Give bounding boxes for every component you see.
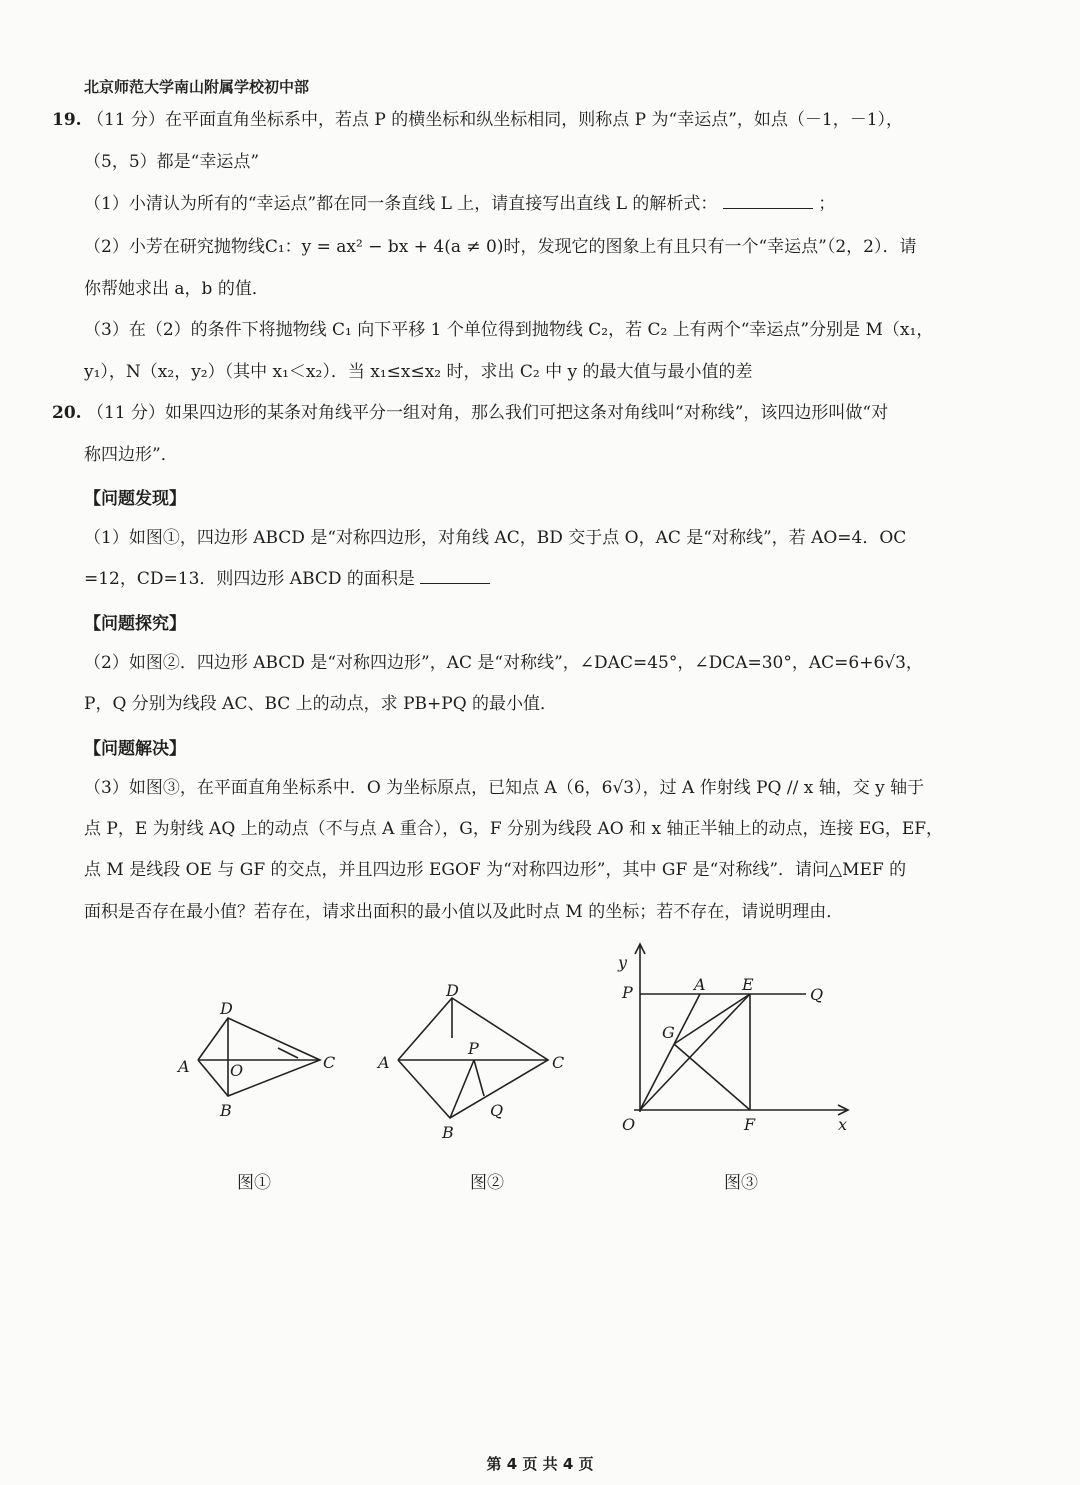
q19-part2-line2: 你帮她求出 a，b 的值．: [84, 279, 269, 299]
q20-part3-line1: （3）如图③，在平面直角坐标系中．O 为坐标原点，已知点 A（6，6√3），过 A 作射线 PQ // x 轴，交 y 轴于: [84, 778, 925, 798]
q20-part3-line3: 点 M 是线段 OE 与 GF 的交点，并且四边形 EGOF 为“对称四边形”，其中 GF 是“对称线”．请问△MEF 的: [84, 860, 907, 880]
q20-part3-line2: 点 P，E 为射线 AQ 上的动点（不与点 A 重合），G，F 分别为线段 AO 和 x 轴正半轴上的动点，连接 EG，EF，: [84, 819, 944, 839]
answer-blank: [723, 192, 813, 209]
fig3-label-x: x: [838, 1115, 848, 1134]
section-problem-exploration: 【问题探究】: [84, 614, 186, 634]
q20-part3-line4: 面积是否存在最小值？若存在，请求出面积的最小值以及此时点 M 的坐标；若不存在，请说明理由．: [84, 902, 844, 922]
fig3-segment-oe: [640, 994, 750, 1110]
fig2-label-p: P: [468, 1039, 479, 1058]
figure-3-caption: 图③: [724, 1173, 758, 1193]
fig2-label-b: B: [442, 1123, 454, 1142]
fig3-label-p: P: [622, 983, 633, 1002]
figure-1: [170, 990, 350, 1130]
fig3-label-a: A: [694, 975, 706, 994]
fig1-label-a: A: [178, 1057, 190, 1076]
school-header: 北京师范大学南山附属学校初中部: [84, 78, 310, 96]
figure-1-caption: 图①: [237, 1173, 271, 1193]
figure-2-caption: 图②: [470, 1173, 504, 1193]
q19-part1: [84, 192, 835, 216]
answer-blank: [420, 567, 490, 584]
fig3-segment-eg: [674, 994, 750, 1044]
fig1-label-o: O: [230, 1061, 244, 1080]
fig3-label-o: O: [622, 1115, 636, 1134]
q19-part1-end: ；: [818, 194, 836, 214]
q19-part1-text: （1）小清认为所有的“幸运点”都在同一条直线 L 上，请直接写出直线 L 的解析式：: [84, 194, 718, 214]
page-footer: 第 4 页 共 4 页: [486, 1455, 594, 1473]
q20-intro: （11 分）如果四边形的某条对角线平分一组对角，那么我们可把这条对角线叫“对称线”，该四边形叫做“对: [86, 403, 889, 423]
fig2-label-d: D: [446, 981, 459, 1000]
q20-part1-text: =12，CD=13．则四边形 ABCD 的面积是: [84, 569, 415, 589]
fig2-segment-pq: [474, 1060, 484, 1096]
fig2-label-c: C: [552, 1053, 565, 1072]
section-problem-discovery: 【问题发现】: [84, 489, 186, 509]
fig3-label-g: G: [662, 1023, 675, 1042]
q20-part2-line2: P，Q 分别为线段 AC、BC 上的动点，求 PB+PQ 的最小值．: [84, 694, 558, 714]
q19-intro: （11 分）在平面直角坐标系中，若点 P 的横坐标和纵坐标相同，则称点 P 为“幸运点”，如点（－1，－1），: [86, 110, 904, 130]
q19-part3-line2: y₁），N（x₂，y₂）（其中 x₁＜x₂）．当 x₁≤x≤x₂ 时，求出 C₂ 中 y 的最大值与最小值的差: [84, 362, 753, 382]
q20-line1: [52, 401, 888, 425]
fig1-label-b: B: [220, 1101, 232, 1120]
q20-part1-line2: [84, 567, 490, 591]
fig3-label-q: Q: [810, 985, 824, 1004]
q19-line2: （5，5）都是“幸运点”: [84, 152, 260, 172]
fig1-angle-mark: [278, 1048, 298, 1058]
q19-part3-line1: （3）在（2）的条件下将抛物线 C₁ 向下平移 1 个单位得到抛物线 C₂，若 C₂ 上有两个“幸运点”分别是 M（x₁，: [84, 320, 934, 340]
fig1-label-c: C: [323, 1053, 336, 1072]
q19-part2-line1: （2）小芳在研究抛物线C₁：y = ax² − bx + 4(a ≠ 0)时，发现它的图象上有且只有一个“幸运点”（2，2）．请: [84, 237, 917, 257]
q20-number: 20.: [52, 403, 82, 423]
fig3-label-e: E: [742, 975, 754, 994]
fig2-segment-pb: [450, 1060, 474, 1118]
q19-line1: [52, 108, 903, 132]
q20-part1-line1: （1）如图①，四边形 ABCD 是“对称四边形，对角线 AC，BD 交于点 O，AC 是“对称线”，若 AO=4．OC: [84, 528, 907, 548]
fig3-segment-gf: [674, 1044, 750, 1110]
q20-part2-line1: （2）如图②．四边形 ABCD 是“对称四边形”，AC 是“对称线”，∠DAC=45°，∠DCA=30°，AC=6+6√3，: [84, 653, 923, 673]
fig1-quadrilateral: [198, 1018, 320, 1096]
q19-number: 19.: [52, 110, 82, 130]
fig2-label-q: Q: [490, 1101, 504, 1120]
fig3-label-y: y: [618, 953, 628, 972]
fig2-quadrilateral: [398, 998, 548, 1118]
section-problem-solving: 【问题解决】: [84, 739, 186, 759]
q20-line2: 称四边形”．: [84, 445, 178, 465]
figure-3: [610, 940, 860, 1140]
fig3-segment-ao: [640, 994, 700, 1110]
fig3-label-f: F: [744, 1115, 756, 1134]
figure-2: [370, 978, 580, 1143]
fig1-label-d: D: [220, 999, 233, 1018]
fig2-label-a: A: [378, 1053, 390, 1072]
